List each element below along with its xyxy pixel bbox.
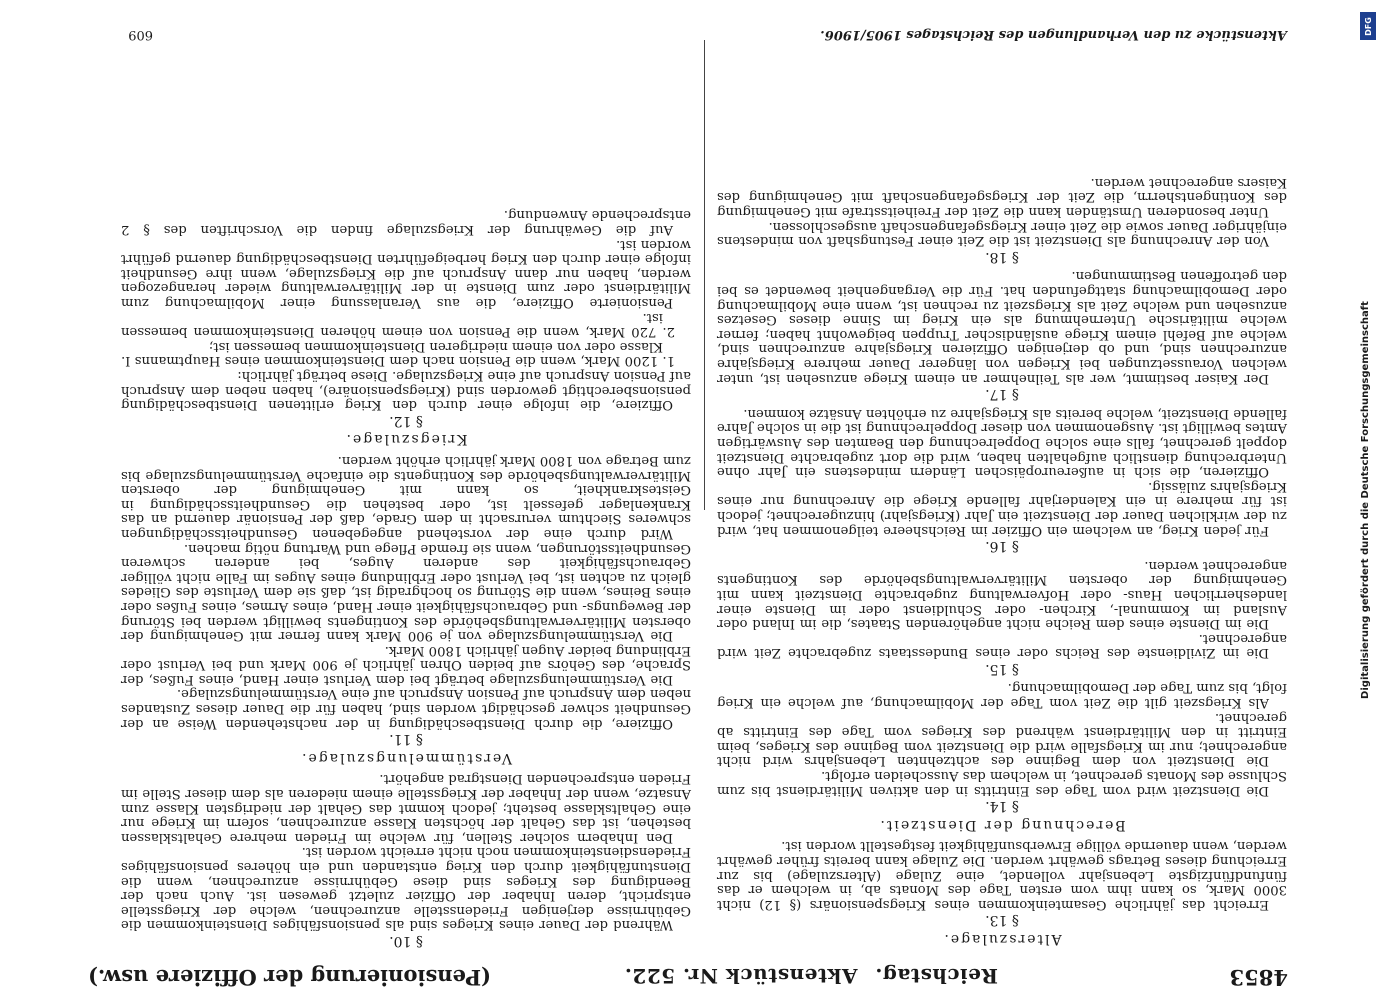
header-prefix: Reichstag. bbox=[874, 964, 998, 988]
paragraph: Den Inhabern solcher Stellen, für welche im Frieden mehrere Gehaltsklassen bestehen, ist das Gehalt der höchsten Klasse anzurechnen, sofern im Kriege nur eine Gehaltsklasse besteht; jedoch kommt das Gehalt der niedrigsten Klasse zum Ansatze, wenn der Inhaber der Kriegsstelle einem niederen als dem dieser Stelle im Frieden entsprechenden Dienstgrad angehört. bbox=[121, 771, 691, 845]
paragraph: Die im Zivildienste des Reichs oder eines Bundesstaats zugebrachte Zeit wird angerechnet. bbox=[717, 630, 1287, 661]
column-divider bbox=[704, 40, 705, 510]
paragraph: Die Dienstzeit wird vom Tage des Eintritts in den aktiven Militärdienst bis zum Schlusse des Monats gerechnet, in welchem das Ausscheiden erfolgt. bbox=[717, 768, 1287, 798]
paragraph: Die Dienstzeit von dem Beginne des achtzehnten Lebensjahrs wird nicht angerechnet; nur im Kriegsfalle wird die Dienstzeit vom Beginne des Krieges, beim Eintritt in den Militärdienst während des Krieges vom Tage des Eintritts ab gerechnet. bbox=[717, 709, 1287, 769]
page-header bbox=[88, 960, 1288, 990]
paragraph: Die Verstümmelungszulage beträgt bei dem Verlust einer Hand, eines Fußes, der Sprache, des Gehörs auf beiden Ohren jährlich je 900 Mark und bei Verlust oder Erblindung beider Augen jährlich 1800 Mark. bbox=[121, 642, 691, 687]
paragraph-number: § 14. bbox=[985, 798, 1019, 815]
header-doc-ref bbox=[624, 964, 998, 988]
paragraph-number: § 15. bbox=[985, 660, 1019, 677]
paragraph-number: § 17. bbox=[985, 386, 1019, 403]
paragraph: Offizieren, die sich in außereuropäischen Ländern mindestens ein Jahr ohne Unterbrechung dienstlich aufgehalten haben, wird die dort zugebrachte Dienstzeit doppelt gerechnet, falls eine solche Doppelrechnung den Beamten des Auswärtigen Amtes bewilligt ist. Ausgenommen von dieser Doppelrechnung ist die in solche Jahre fallende Dienstzeit, welche bereits als Kriegsjahre zu erhöhten Ansätze kommen. bbox=[717, 405, 1287, 480]
paragraph: Erreicht das jährliche Gesamteinkommen eines Kriegspensionärs (§ 12) nicht 3000 Mark, so kann ihm vom ersten Tage des Monats ab, in welchem er das fünfundfünfzigste Lebensjahr vollendet, eine Zulage (Alterszulage) bis zur Erreichung dieses Betrags gewährt werden. Die Zulage kann bereits früher gewährt werden, wenn dauernde völlige Erwerbsunfähigkeit festgestellt worden ist. bbox=[717, 838, 1287, 912]
paragraph: Unter besonderen Umständen kann die Zeit der Freiheitsstrafe mit Genehmigung des Kontingentsherrn, die Zeit der Kriegsgefangenschaft mit Genehmigung des Kaisers angerechnet werden. bbox=[717, 174, 1287, 220]
paragraph: Die im Dienste eines dem Reiche nicht angehörenden Staates, die im Inland oder Ausland im Kommunal-, Kirchen- oder Schuldienst oder im Dienste einer landesherrlichen Haus- oder Hofverwaltung zugebrachte Dienstzeit kann mit Genehmigung der obersten Militärverwaltungsbehörde des Kontingents angerechnet werden. bbox=[717, 557, 1287, 632]
header-title: (Pensionierung der Offiziere usw.) bbox=[88, 965, 492, 990]
paragraph: Wird durch eine der vorstehend angegebenen Gesundheitsschädigungen schweres Siechtum verursacht in dem Grade, daß der Pensionär dauernd an das Krankenlager gefesselt ist, oder bestehen die Gesundheitsschädigung in Geisteskrankheit, so kann mit Genehmigung der obersten Militärverwaltungsbehörde des Kontingents die einfache Verstümmelungszulage bis zum Betrage von 1800 Mark jährlich erhöht werden. bbox=[121, 453, 691, 541]
section-heading: Alterszulage. bbox=[942, 931, 1062, 947]
section-heading: Kriegszulage. bbox=[344, 431, 468, 448]
paragraph-number: § 12. bbox=[389, 412, 423, 429]
paragraph-number: § 16. bbox=[985, 538, 1019, 555]
paragraph: Die Verstümmelungszulage von je 900 Mark kann ferner mit Genehmigung der obersten Militärverwaltungsbehörde des Kontingents bewilligt werden bei Störung der Bewegungs- und Gebrauchsfähigkeit einer Hand, eines Armes, eines Fußes oder eines Beines, wenn die Störung so hochgradig ist, daß sie dem Verluste des Gliedes gleich zu achten ist, bei Verlust oder Erblindung eines Auges im Falle nicht völliger Gebrauchsfähigkeit des anderen Auges, bei anderen schweren Gesundheitsstörungen, wenn sie fremde Pflege und Wartung nötig machen. bbox=[121, 540, 691, 644]
footer-page-number: 609 bbox=[128, 27, 153, 42]
dfg-logo bbox=[1360, 12, 1376, 40]
paragraph-number: § 11. bbox=[389, 731, 423, 748]
paragraph: Offiziere, die infolge einer durch den Krieg erlittenen Dienstbeschädigung pensionsberechtigt geworden sind (Kriegspensionäre), haben neben dem Anspruch auf Pension Anspruch auf eine Kriegszulage. Diese beträgt jährlich: bbox=[121, 368, 691, 413]
footer-source: Aktenstücke zu den Verhandlungen des Reichstages 1905/1906. bbox=[820, 27, 1287, 42]
paragraph: Pensionierte Offiziere, die aus Veranlassung einer Mobilmachung zum Militärdienst oder zum Dienste in der Militärverwaltung wieder herangezogen werden, haben nur dann Anspruch auf die Kriegszulage, wenn ihre Gesundheit infolge einer durch den Krieg herbeigeführten Dienstbeschädigung dauernd geführt worden ist. bbox=[121, 236, 691, 311]
paragraph: Für jeden Krieg, an welchem ein Offizier im Reichsheere teilgenommen hat, wird zu der wirklichen Dauer der Dienstzeit ein Jahr (Kriegsjahr) hinzugerechnet; jedoch ist für mehrere in ein Kalenderjahr fallende Kriege die Anrechnung nur eines Kriegsjahrs zulässig. bbox=[717, 478, 1287, 538]
right-column bbox=[121, 207, 691, 952]
header-doc: Aktenstück Nr. 522. bbox=[624, 964, 858, 988]
left-column bbox=[717, 174, 1287, 952]
list-item: 2. 720 Mark, wenn die Pension von einem höheren Diensteinkommen bemessen ist. bbox=[121, 309, 675, 340]
paragraph-number: § 13. bbox=[985, 912, 1019, 929]
paragraph: Als Kriegszeit gilt die Zeit vom Tage der Mobilmachung, auf welche ein Krieg folgt, bis zum Tage der Demobilmachung. bbox=[717, 680, 1287, 711]
section-heading: Verstümmelungszulage. bbox=[299, 749, 513, 766]
section-heading: Berechnung der Dienstzeit. bbox=[878, 816, 1126, 833]
list-item: 1. 1200 Mark, wenn die Pension nach dem Diensteinkommen eines Hauptmanns I. Klasse oder von einem niedrigeren Diensteinkommen bemessen ist; bbox=[121, 338, 675, 369]
paragraph: Von der Anrechnung als Dienstzeit ist die Zeit einer Festungshaft von mindestens einjähriger Dauer sowie die Zeit einer Kriegsgefangenschaft ausgeschlossen. bbox=[717, 218, 1287, 249]
page-number: 4853 bbox=[1229, 965, 1288, 990]
dfg-logo-text: DFG bbox=[1363, 16, 1373, 36]
paragraph: Während der Dauer eines Krieges sind als pensionsfähiges Diensteinkommen die Gebührnisse derjenigen Friedensstelle anzurechnen, welche der Kriegsstelle entspricht, deren Inhaber der Offizier zuletzt gewesen ist. Auch nach der Beendigung des Krieges sind diese Gebührnisse anzurechnen, wenn die Dienstunfähigkeit durch den Krieg entstanden und ein höheres pensionsfähiges Friedensdiensteinkommen noch nicht erreicht worden ist. bbox=[121, 844, 691, 933]
paragraph: Offiziere, die durch Dienstbeschädigung in der nachstehenden Weise an der Gesundheit schwer geschädigt worden sind, haben für die Dauer dieses Zustandes neben dem Anspruch auf Pension Anspruch auf eine Verstümmelungszulage. bbox=[121, 686, 691, 731]
paragraph: Auf die Gewährung der Kriegszulage finden die Vorschriften des § 2 entsprechende Anwendung. bbox=[121, 207, 691, 238]
paragraph: Der Kaiser bestimmt, wer als Teilnehmer an einem Kriege anzusehen ist, unter welchen Voraussetzungen bei Kriegen von längerer Dauer mehrere Kriegsjahre anzurechnen sind, und ob derjenigen Offizieren Kriegsjahre anzurechnen sind, welche auf Befehl einem Kriege ausländischer Truppen beigewohnt haben; ferner welche militärische Unternehmung als ein Krieg im Sinne dieses Gesetzes anzusehen und welche Zeit als Kriegszeit zu rechnen ist, wenn eine Mobilmachung oder Demobilmachung stattgefunden hat. Für die Vergangenheit bewendet es bei den getroffenen Bestimmungen. bbox=[717, 268, 1287, 386]
digitization-note: Digitalisierung gefördert durch die Deutsche Forschungsgemeinschaft bbox=[1360, 301, 1371, 699]
paragraph-number: § 10. bbox=[389, 933, 423, 949]
paragraph-number: § 18. bbox=[985, 248, 1019, 265]
